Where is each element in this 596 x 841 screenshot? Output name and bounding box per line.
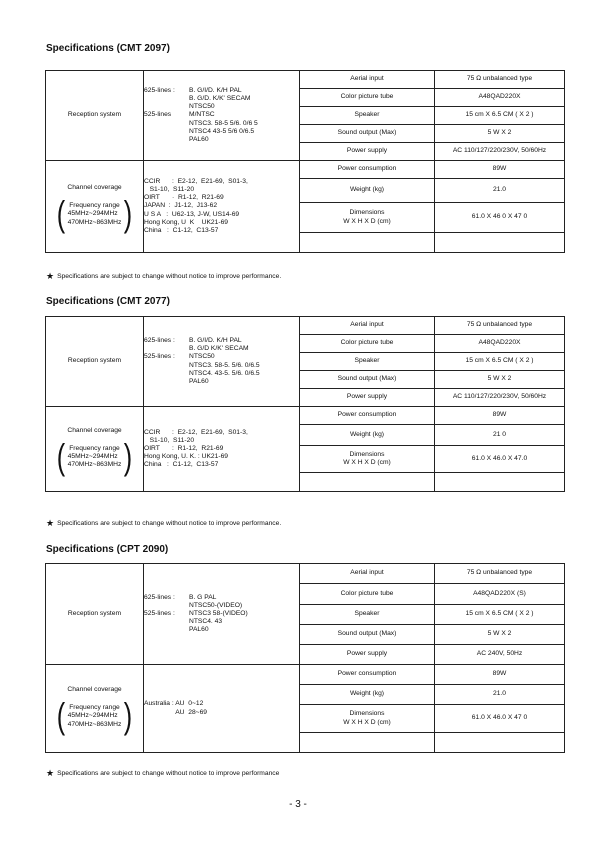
channel-coverage-label: Channel coverage [67, 184, 122, 192]
channel-line [144, 709, 299, 717]
spec-key [300, 335, 435, 353]
line-standard-value: NTSC50-(VIDEO) [189, 601, 243, 609]
reception-line [144, 378, 299, 386]
spec-key [300, 89, 435, 107]
channel-values: Australia : AU 0~12 [144, 700, 204, 708]
reception-system-label: Reception system [46, 71, 144, 161]
line-standard-label [144, 626, 189, 634]
line-standard-label [144, 95, 189, 103]
specifications-table [45, 563, 565, 753]
star-icon: ★ [46, 271, 55, 281]
line-standard-value: PAL60 [189, 135, 209, 143]
line-standard-label: 625-lines : [144, 337, 175, 345]
channel-line [144, 194, 299, 202]
reception-line [144, 618, 299, 626]
spec-key-text: Color picture tube [340, 93, 394, 101]
spec-value: 15 cm X 6.5 CM ( X 2 ) [435, 107, 565, 125]
channel-line [144, 178, 299, 186]
reception-line [144, 120, 299, 128]
channel-values: China : C1-12, C13-57 [144, 461, 219, 469]
spec-row [46, 665, 565, 685]
spec-key [300, 371, 435, 389]
line-standard-label [144, 370, 189, 378]
spec-key-text: Color picture tube [340, 589, 394, 597]
channel-values: AU 28~69 [144, 708, 208, 716]
spec-value: 89W [435, 407, 565, 425]
section-title: Specifications (CMT 2077) [46, 296, 170, 307]
frequency-range-line: 470MHz~863MHz [67, 218, 122, 226]
spec-key-text: W X H X D (cm) [343, 459, 391, 466]
spec-key-text: Dimensions [349, 209, 385, 217]
reception-line [144, 602, 299, 610]
line-standard-label [144, 362, 189, 370]
reception-system-lines [144, 317, 300, 407]
spec-key [300, 179, 435, 203]
channel-line [144, 186, 299, 194]
spec-key-text: W X H X D (cm) [343, 217, 391, 225]
line-standard-label: 525-lines : [144, 609, 175, 617]
left-parenthesis: ( [56, 695, 65, 737]
spec-key-text: Sound output (Max) [337, 630, 397, 638]
reception-line [144, 337, 299, 345]
right-parenthesis: ) [124, 695, 133, 737]
spec-value: 15 cm X 6.5 CM ( X 2 ) [435, 353, 565, 371]
channel-line [144, 700, 299, 708]
channel-values: JAPAN : J1-12, J13-62 [144, 202, 218, 210]
spec-value [435, 473, 565, 492]
spec-key-text: Color picture tube [340, 339, 394, 347]
spec-key [300, 389, 435, 407]
spec-key [300, 705, 435, 733]
line-standard-value: NTSC3. 58-5. 5/6. 0/6.5 [189, 361, 260, 369]
spec-value: 75 Ω unbalanced type [435, 564, 565, 584]
spec-value [435, 233, 565, 253]
channel-line [144, 211, 299, 219]
specification-note [46, 768, 279, 779]
spec-key-text: Sound output (Max) [337, 375, 397, 383]
line-standard-label: 625-lines : [144, 87, 175, 95]
spec-value: AC 240V, 50Hz [435, 645, 565, 665]
page-number: - 3 - [289, 799, 307, 810]
reception-line [144, 103, 299, 111]
spec-key-text: Aerial input [350, 75, 384, 83]
spec-key-text: Weight (kg) [349, 186, 385, 194]
channel-line [144, 445, 299, 453]
channel-values: : R1-12, R21-69 [172, 444, 224, 452]
spec-key [300, 564, 435, 584]
star-icon: ★ [46, 518, 55, 528]
spec-value: 5 W X 2 [435, 125, 565, 143]
line-standard-label [144, 120, 189, 128]
spec-value: 89W [435, 161, 565, 179]
specifications-table [45, 316, 565, 492]
spec-key [300, 353, 435, 371]
line-standard-label [144, 103, 189, 111]
spec-key-text: Power supply [346, 393, 388, 401]
spec-key-text: Weight (kg) [349, 430, 385, 438]
line-standard-value: B. G/D. K/K' SECAM [189, 95, 251, 103]
spec-row [46, 317, 565, 335]
spec-key [300, 473, 435, 492]
spec-value: A48QAD220X [435, 335, 565, 353]
line-standard-value: NTSC4. 43 [189, 618, 223, 626]
spec-value: 5 W X 2 [435, 371, 565, 389]
spec-key-text: Power supply [346, 650, 388, 658]
spec-value: 61.0 X 46 0 X 47 0 [435, 203, 565, 233]
channel-line [144, 429, 299, 437]
spec-key [300, 161, 435, 179]
line-standard-value: PAL60 [189, 626, 209, 634]
spec-key-text: Speaker [354, 111, 380, 119]
specification-note [46, 271, 281, 282]
reception-line [144, 594, 299, 602]
frequency-range-line: 45MHz~294MHz [67, 210, 118, 218]
reception-line [144, 345, 299, 353]
spec-key [300, 143, 435, 161]
frequency-range-group [55, 435, 135, 477]
reception-line [144, 353, 299, 361]
spec-key-text: Aerial input [350, 321, 384, 329]
section-title: Specifications (CMT 2097) [46, 43, 170, 54]
right-parenthesis: ) [124, 435, 133, 477]
frequency-range-line: 470MHz~863MHz [67, 461, 122, 469]
spec-row [46, 161, 565, 179]
channel-line [144, 461, 299, 469]
spec-key [300, 665, 435, 685]
spec-value: 75 Ω unbalanced type [435, 71, 565, 89]
spec-row [46, 71, 565, 89]
reception-system-label: Reception system [46, 564, 144, 665]
reception-line [144, 136, 299, 144]
spec-value: AC 110/127/220/230V, 50/60Hz [435, 143, 565, 161]
channel-list-cell [144, 665, 300, 753]
channel-coverage-cell [46, 407, 144, 492]
line-standard-value: B. G/I/D. K/H PAL [189, 337, 242, 345]
spec-value: 61.0 X 46.0 X 47.0 [435, 446, 565, 473]
reception-line [144, 128, 299, 136]
spec-key-text: Power consumption [337, 411, 397, 419]
channel-line [144, 227, 299, 235]
spec-value: A48QAD220X (S) [435, 584, 565, 605]
spec-value: 21.0 [435, 179, 565, 203]
spec-key [300, 71, 435, 89]
spec-key-text: Weight (kg) [349, 690, 385, 698]
line-standard-value: B. G PAL [189, 593, 217, 601]
spec-key-text: Power consumption [337, 165, 397, 173]
spec-value: 61.0 X 46.0 X 47 0 [435, 705, 565, 733]
line-standard-value: NTSC4 43-5 5/6 0/6.5 [189, 127, 255, 135]
reception-line [144, 87, 299, 95]
channel-country: OIRT [144, 194, 160, 202]
spec-value: 21 0 [435, 425, 565, 446]
line-standard-value: NTSC4. 43-5. 5/6. 0/6.5 [189, 369, 260, 377]
channel-values: : E2-12, E21-69, S01-3, [172, 428, 248, 436]
channel-coverage-block [46, 184, 143, 235]
frequency-range-line: Frequency range [69, 444, 120, 452]
spec-key-text: Power consumption [337, 670, 397, 678]
line-standard-value: NTSC50 [189, 103, 215, 111]
channel-coverage-label: Channel coverage [67, 686, 122, 694]
reception-line [144, 610, 299, 618]
channel-coverage-cell [46, 161, 144, 253]
frequency-range-line: 470MHz~863MHz [67, 720, 122, 728]
line-standard-label [144, 618, 189, 626]
line-standard-value: NTSC3. 58-5 5/6. 0/6 5 [189, 119, 258, 127]
channel-list-cell [144, 161, 300, 253]
spec-key-text: Dimensions [349, 450, 385, 458]
line-standard-label [144, 345, 189, 353]
channel-coverage-cell [46, 665, 144, 753]
channel-values: Hong Kong, U K UK21-69 [144, 218, 229, 226]
channel-country: CCIR [144, 178, 161, 186]
spec-key [300, 107, 435, 125]
frequency-range-line: Frequency range [69, 202, 120, 210]
spec-value: 5 W X 2 [435, 625, 565, 645]
reception-system-lines [144, 71, 300, 161]
spec-key-text: Sound output (Max) [337, 129, 397, 137]
line-standard-label [144, 136, 189, 144]
spec-value: 89W [435, 665, 565, 685]
spec-value [435, 733, 565, 753]
line-standard-value: B. G/I/D. K/H PAL [189, 87, 242, 95]
line-standard-label [144, 128, 189, 136]
channel-list-cell [144, 407, 300, 492]
line-standard-label: 525-lines : [144, 353, 175, 361]
spec-key [300, 446, 435, 473]
frequency-range-group [55, 695, 135, 737]
left-parenthesis: ( [56, 193, 65, 235]
spec-key-text: Speaker [354, 357, 380, 365]
line-standard-value: NTSC50 [189, 353, 215, 361]
channel-line [144, 437, 299, 445]
note-text: Specifications are subject to change without notice to improve performance [57, 770, 280, 777]
channel-country: OIRT [144, 444, 160, 452]
spec-row [46, 564, 565, 584]
channel-coverage-block [46, 426, 143, 477]
spec-row [46, 407, 565, 425]
frequency-range-line: 45MHz~294MHz [67, 712, 118, 720]
spec-value: 75 Ω unbalanced type [435, 317, 565, 335]
spec-value: 15 cm X 6.5 CM ( X 2 ) [435, 605, 565, 625]
spec-key-text: Dimensions [349, 710, 385, 718]
spec-key-text: Power supply [346, 147, 388, 155]
channel-values: S1-10, S11-20 [144, 436, 195, 444]
spec-key [300, 685, 435, 705]
spec-key [300, 584, 435, 605]
spec-key [300, 625, 435, 645]
spec-key [300, 605, 435, 625]
spec-key-text: Aerial input [350, 569, 384, 577]
reception-system-label: Reception system [46, 317, 144, 407]
spec-key-text: W X H X D (cm) [343, 718, 391, 726]
line-standard-label [144, 378, 189, 386]
channel-line [144, 219, 299, 227]
line-standard-label [144, 602, 189, 610]
left-parenthesis: ( [56, 435, 65, 477]
channel-line [144, 202, 299, 210]
note-text: Specifications are subject to change without notice to improve performance. [57, 273, 282, 280]
reception-line [144, 95, 299, 103]
channel-values: S1-10, S11-20 [144, 186, 195, 194]
reception-system-lines [144, 564, 300, 665]
line-standard-value: B. G/D K/K' SECAM [189, 345, 249, 353]
spec-value: AC 110/127/220/230V, 50/60Hz [435, 389, 565, 407]
channel-values: · R1-12, R21-69 [172, 194, 224, 202]
channel-line [144, 453, 299, 461]
channel-values: China : C1-12, C13-57 [144, 226, 219, 234]
spec-key [300, 317, 435, 335]
spec-key-text: Speaker [354, 610, 380, 618]
channel-country: CCIR [144, 428, 161, 436]
spec-value: A48QAD220X [435, 89, 565, 107]
channel-values: U S A : U62-13, J-W, US14-69 [144, 210, 240, 218]
channel-values: Hong Kong, U. K. : UK21-69 [144, 453, 229, 461]
spec-key [300, 233, 435, 253]
reception-line [144, 370, 299, 378]
frequency-range-line: 45MHz~294MHz [67, 452, 118, 460]
spec-key [300, 407, 435, 425]
spec-key [300, 425, 435, 446]
line-standard-value: PAL60 [189, 377, 209, 385]
reception-line [144, 626, 299, 634]
frequency-range-group [55, 193, 135, 235]
channel-coverage-block [46, 686, 143, 737]
spec-key [300, 733, 435, 753]
star-icon: ★ [46, 768, 55, 778]
line-standard-label: 625-lines : [144, 593, 175, 601]
reception-line [144, 111, 299, 119]
line-standard-value: M/NTSC [189, 111, 215, 119]
channel-values: : E2-12, E21-69, S01-3, [172, 178, 248, 186]
spec-key [300, 645, 435, 665]
reception-line [144, 362, 299, 370]
right-parenthesis: ) [124, 193, 133, 235]
spec-key [300, 125, 435, 143]
line-standard-value: NTSC3 58-(VIDEO) [189, 609, 248, 617]
line-standard-label: 525-lines [144, 111, 172, 119]
note-text: Specifications are subject to change without notice to improve performance. [57, 520, 282, 527]
spec-value: 21.0 [435, 685, 565, 705]
specification-note [46, 518, 281, 529]
section-title: Specifications (CPT 2090) [46, 544, 169, 555]
specifications-table [45, 70, 565, 253]
frequency-range-line: Frequency range [69, 704, 120, 712]
channel-coverage-label: Channel coverage [67, 426, 122, 434]
spec-key [300, 203, 435, 233]
